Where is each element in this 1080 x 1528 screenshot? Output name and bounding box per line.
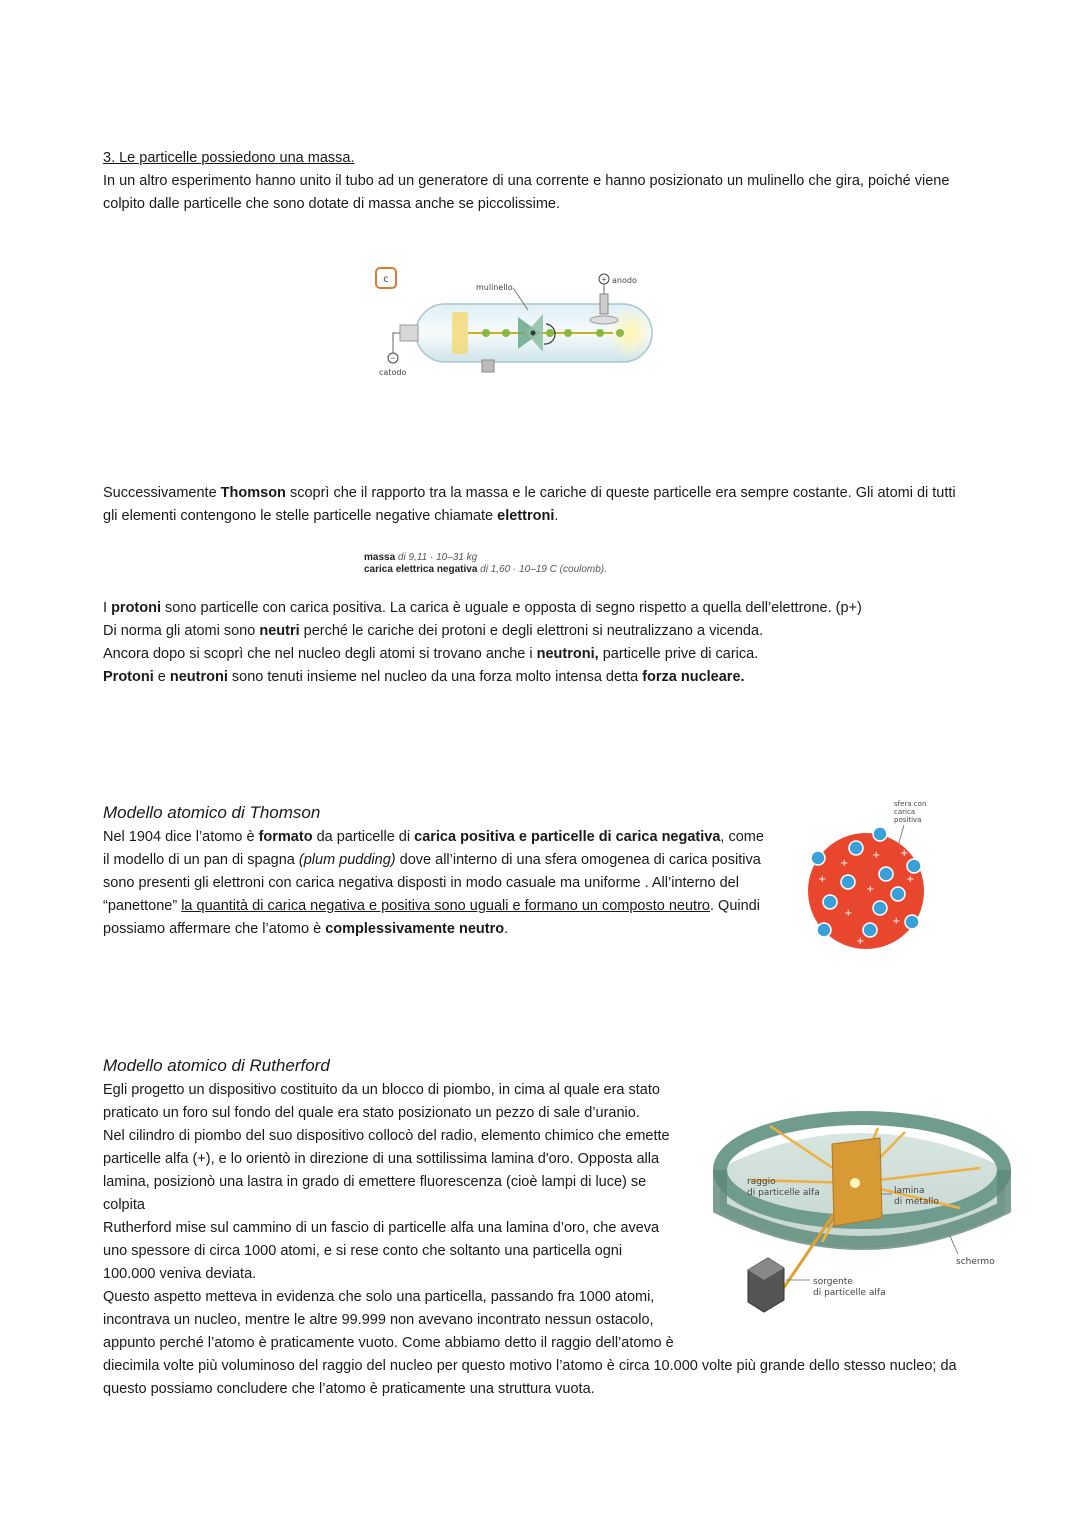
cathode-tube-mulinello-figure <box>368 262 668 382</box>
sphere-label-2: carica <box>894 808 916 816</box>
svg-text:+: + <box>844 908 853 919</box>
minus-icon: − <box>390 353 396 363</box>
thomson-intro: Successivamente Thomson scoprì che il rapporto tra la massa e le cariche di queste particelle era sempre costante. Gli atomi di tutti gli elementi contengono le stelle particelle negative chiamate elettroni. <box>103 485 956 524</box>
section-3-text: In un altro esperimento hanno unito il tubo ad un generatore di una corrente e hanno posizionato un mulinello che gira, poiché viene colpito dalle particelle che sono dotate di massa anche se piccolissime. <box>103 173 950 212</box>
mulinello-label: mulinello <box>476 283 513 292</box>
lamina-label-1: lamina <box>894 1186 925 1196</box>
sorgente-label-1: sorgente <box>813 1277 853 1287</box>
catodo-label: catodo <box>379 368 407 377</box>
plum-pudding-figure <box>800 796 940 956</box>
svg-text:+: + <box>906 874 915 885</box>
svg-text:+: + <box>900 848 909 859</box>
plus-icon: + <box>601 275 607 284</box>
svg-text:+: + <box>818 874 827 885</box>
sphere-label-1: sfera con <box>894 800 927 808</box>
electron-properties: massa di 9,11 · 10–31 kg carica elettrica negativa di 1,60 · 10–19 C (coulomb). <box>364 552 607 575</box>
schermo-label: schermo <box>956 1257 995 1267</box>
raggio-label-1: raggio <box>747 1177 776 1187</box>
anodo-label: anodo <box>612 276 637 285</box>
sorgente-label-2: di particelle alfa <box>813 1288 886 1298</box>
particles-paragraph: I protoni sono particelle con carica positiva. La carica è uguale e opposta di segno rispetto a quella dell’elettrone. (p+) Di norma gli atomi sono neutri perché le cariche dei protoni e degli elettroni si neutralizzano a vicenda. Ancora dopo si scoprì che nel nucleo degli atomi si trovano anche i neutroni, particelle prive di carica. Protoni e neutroni sono tenuti insieme nel nucleo da una forza molto intensa detta forza nucleare. <box>103 600 862 685</box>
svg-text:+: + <box>892 916 901 927</box>
svg-text:+: + <box>872 850 881 861</box>
svg-text:+: + <box>840 858 849 869</box>
svg-text:+: + <box>856 936 865 947</box>
section-3-heading: 3. Le particelle possiedono una massa. <box>103 150 355 166</box>
thomson-model-text: Nel 1904 dice l’atomo è formato da particelle di carica positiva e particelle di carica negativa, come il modello di un pan di spagna (plum pudding) dove all’interno di una sfera omogenea di carica positiva sono presenti gli elettroni con carica negativa disposti in modo casuale ma uniforme . All’interno del “panettone” la quantità di carica negativa e positiva sono uguali e formano un composto neutro. Quindi possiamo affermare che l’atomo è complessivamente neutro. <box>103 829 764 937</box>
sphere-label-3: positiva <box>894 816 922 824</box>
thomson-model-title: Modello atomico di Thomson <box>103 803 321 822</box>
svg-text:+: + <box>866 884 875 895</box>
lamina-label-2: di metallo <box>894 1197 939 1207</box>
rutherford-model-text: Egli progetto un dispositivo costituito da un blocco di piombo, in cima al quale era stato praticato un foro sul fondo del quale era stato posizionato un pezzo di sale d’uranio. Nel cilindro di piombo del suo dispositivo collocò del radio, elemento chimico che emette particelle alfa (+), e lo orientò in direzione di una sottilissima lamina d'oro. Opposta alla lamina, posizionò una lastra in grado di emettere fluorescenza (cioè lampi di luce) se colpita Rutherford mise sul cammino di un fascio di particelle alfa una lamina d’oro, che aveva uno spessore di circa 1000 atomi, e si rese conto che soltanto una particella ogni 100.000 veniva deviata. Questo aspetto metteva in evidenza che solo una particella, passando fra 1000 atomi, incontrava un nucleo, mentre le altre 99.999 non avevano incontrato nessun ostacolo, appunto perché l’atomo è praticamente vuoto. Come abbiamo detto il raggio dell’atomo è diecimila volte più voluminoso del raggio del nucleo per questo motivo l’atomo è circa 10.000 volte più grande dello stesso nucleo; da questo possiamo concludere che l’atomo è praticamente una struttura vuota. <box>103 1082 957 1397</box>
rutherford-apparatus-figure <box>710 1108 1015 1313</box>
figure-tag: c <box>383 274 389 285</box>
raggio-label-2: di particelle alfa <box>747 1188 820 1198</box>
rutherford-model-title: Modello atomico di Rutherford <box>103 1056 330 1075</box>
